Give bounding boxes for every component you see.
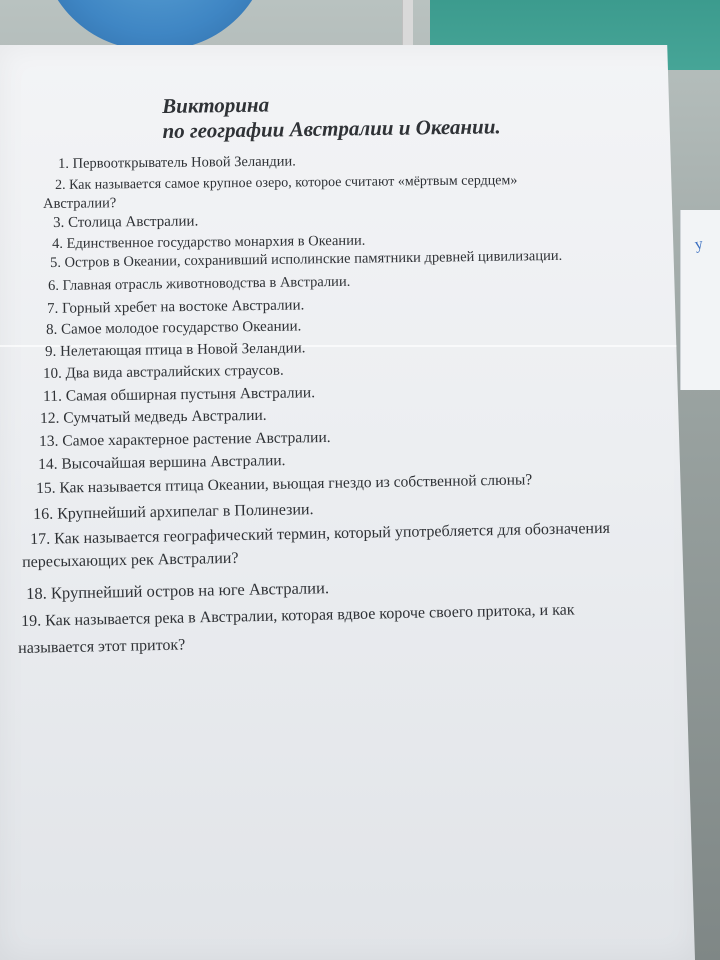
question-14: 14. Высочайшая вершина Австралии. (38, 452, 286, 473)
quiz-title-line-1: Викторина (162, 92, 270, 118)
question-8: 8. Самое молодое государство Океании. (46, 318, 302, 338)
question-2-continued: Австралии? (43, 195, 117, 212)
quiz-title-line-2: по географии Австралии и Океании. (162, 114, 501, 143)
question-2: 2. Как называется самое крупное озеро, которое считают «мёртвым сердцем» (55, 173, 518, 193)
question-16: 16. Крупнейший архипелаг в Полинезии. (33, 501, 314, 523)
question-7: 7. Горный хребет на востоке Австралии. (47, 297, 305, 317)
question-6: 6. Главная отрасль животноводства в Австралии. (48, 273, 351, 294)
question-5: 5. Остров в Океании, сохранивший исполинские памятники древней цивилизации. (50, 247, 563, 271)
question-10: 10. Два вида австралийских страусов. (43, 362, 284, 382)
question-9: 9. Нелетающая птица в Новой Зеландии. (45, 340, 306, 360)
question-3: 3. Столица Австралии. (53, 213, 199, 231)
question-11: 11. Самая обширная пустыня Австралии. (43, 384, 316, 405)
question-1: 1. Первооткрыватель Новой Зеландии. (58, 153, 296, 172)
question-13: 13. Самое характерное растение Австралии. (39, 428, 331, 450)
question-4: 4. Единственное государство монархия в Океании. (52, 232, 366, 252)
question-17: 17. Как называется географический термин, который употребляется для обозначения (30, 519, 611, 548)
side-card-ink-mark: у (693, 235, 705, 254)
question-12: 12. Сумчатый медведь Австралии. (40, 406, 267, 427)
quiz-title (162, 89, 501, 144)
question-17-continued: пересыхающих рек Австралии? (22, 549, 239, 571)
question-19-continued: называется этот приток? (18, 636, 186, 657)
question-18: 18. Крупнейший остров на юге Австралии. (26, 578, 330, 603)
question-15: 15. Как называется птица Океании, вьющая гнездо из собственной слюны? (36, 471, 533, 497)
question-19: 19. Как называется река в Австралии, которая вдвое короче своего притока, и как (21, 601, 575, 630)
